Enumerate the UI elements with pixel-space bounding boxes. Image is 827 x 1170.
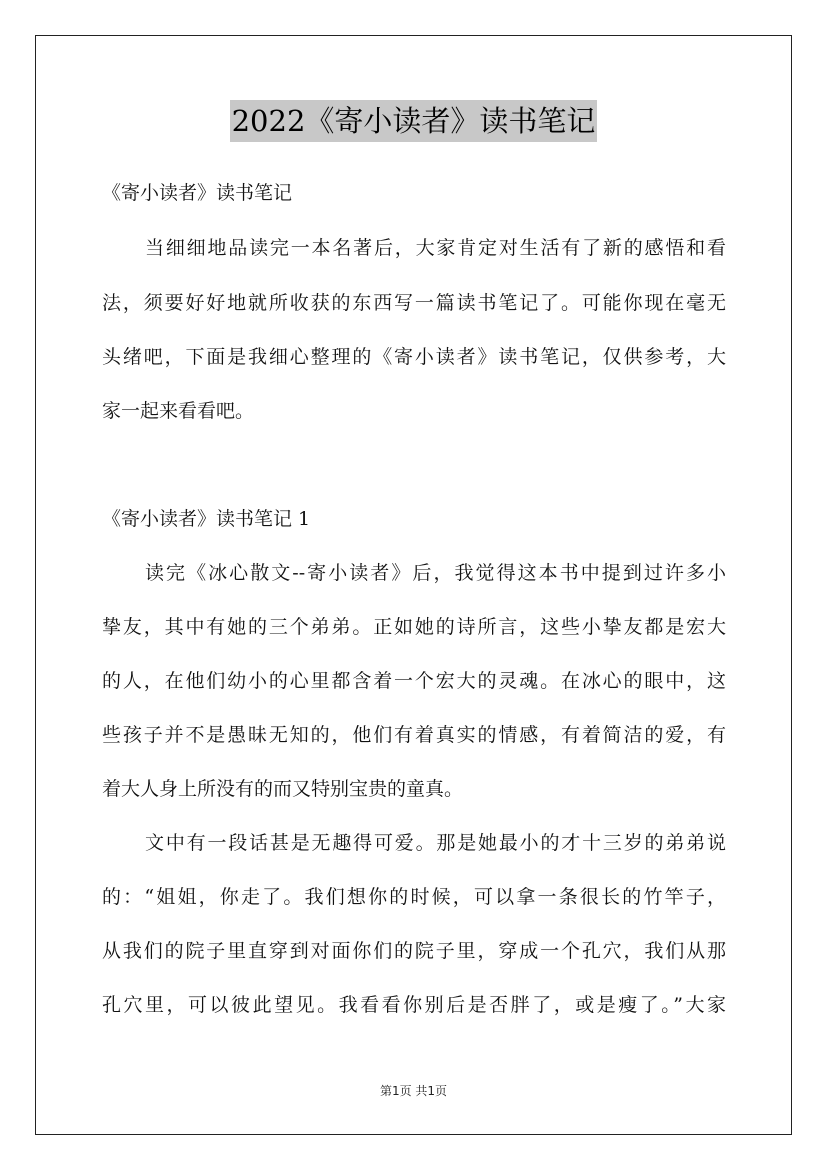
section-heading: 《寄小读者》读书笔记 xyxy=(102,182,293,204)
page-footer: 第1页 共1页 xyxy=(379,1084,448,1098)
section-heading-1: 《寄小读者》读书笔记 1 xyxy=(102,508,311,530)
para1-line-2: 挚友，其中有她的三个弟弟。正如她的诗所言，这些小挚友都是宏大 xyxy=(102,616,726,638)
para2-line-1: 文中有一段话甚是无趣得可爱。那是她最小的才十三岁的弟弟说 xyxy=(145,832,726,854)
document-title: 2022《寄小读者》读书笔记 xyxy=(230,100,598,142)
para2-line-2: 的：“姐姐，你走了。我们想你的时候，可以拿一条很长的竹竿子， xyxy=(102,886,726,908)
para1-line-5: 着大人身上所没有的而又特别宝贵的童真。 xyxy=(102,778,464,800)
para2-line-3: 从我们的院子里直穿到对面你们的院子里，穿成一个孔穴，我们从那 xyxy=(102,940,726,962)
para2-line-4: 孔穴里，可以彼此望见。我看看你别后是否胖了，或是瘦了。”大家 xyxy=(102,994,726,1016)
intro-line-2: 法，须要好好地就所收获的东西写一篇读书笔记了。可能你现在毫无 xyxy=(102,292,726,314)
intro-line-1: 当细细地品读完一本名著后，大家肯定对生活有了新的感悟和看 xyxy=(145,237,726,259)
para1-line-4: 些孩子并不是愚昧无知的，他们有着真实的情感，有着简洁的爱，有 xyxy=(102,724,726,746)
para1-line-3: 的人，在他们幼小的心里都含着一个宏大的灵魂。在冰心的眼中，这 xyxy=(102,670,726,692)
intro-line-4: 家一起来看看吧。 xyxy=(102,400,255,422)
para1-line-1: 读完《冰心散文--寄小读者》后，我觉得这本书中提到过许多小 xyxy=(145,562,726,584)
intro-line-3: 头绪吧，下面是我细心整理的《寄小读者》读书笔记，仅供参考，大 xyxy=(102,346,726,368)
title-wrap xyxy=(0,100,827,142)
